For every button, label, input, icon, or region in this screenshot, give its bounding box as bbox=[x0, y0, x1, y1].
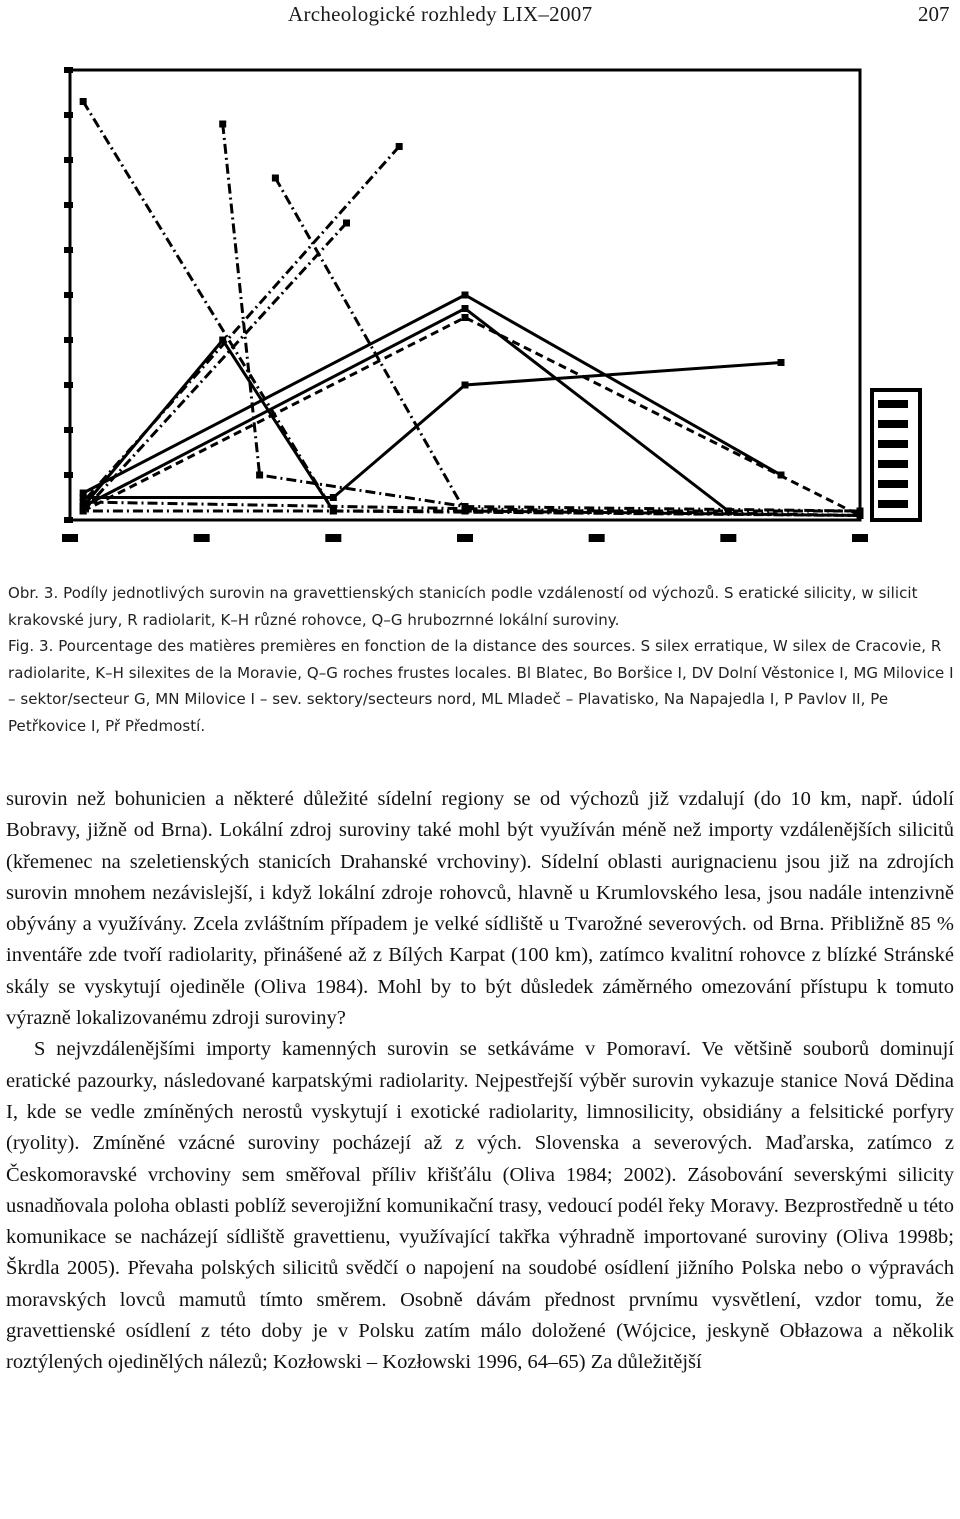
data-point-2-0 bbox=[272, 175, 279, 182]
y-tick-3 bbox=[64, 382, 73, 388]
series-line-9 bbox=[83, 318, 860, 516]
legend-entry-3 bbox=[878, 460, 908, 468]
y-tick-2 bbox=[64, 427, 73, 433]
paragraph-1: surovin než bohunicien a některé důležité sídelní regiony se od výchozů již vzdalují (do 10 km, např. údolí Bobravy, jižně od Brna). Lokální zdroj suroviny také mohl být využíván méně než importy vzdálenějších silicitů (křemenec na szeletienských stanicích Drahanské vrchoviny). Sídelní oblasti aurignacienu jsou již na zdrojích surovin mnohem nezávislejší, i když lokální zdroje rohovců, hlavně u Krumlovského lesa, jsou nadále intenzivně obývány a využívány. Zcela zvláštním případem je velké sídliště u Tvarožné severových. od Brna. Přibližně 85 % inventáře zde tvoří radiolarity, přinášené až z Bílých Karpat (100 km), zatímco kvalitní rohovce z blízké Stránské skály se vyskytují ojediněle (Oliva 1984). Mohl by to být důsledek záměrného omezování přístupu k tomuto výrazně lokalizovanému zdroji suroviny? bbox=[6, 788, 954, 1030]
y-tick-9 bbox=[64, 112, 73, 118]
data-point-7-1 bbox=[330, 494, 337, 501]
data-point-1-1 bbox=[256, 472, 263, 479]
x-tick-4 bbox=[589, 534, 605, 542]
data-point-9-0 bbox=[80, 508, 87, 515]
data-point-1-0 bbox=[219, 121, 226, 128]
series-line-8 bbox=[83, 340, 333, 511]
data-point-6-1 bbox=[462, 305, 469, 312]
journal-title: Archeologické rozhledy LIX–2007 bbox=[288, 2, 593, 26]
x-tick-6 bbox=[852, 534, 868, 542]
x-tick-5 bbox=[720, 534, 736, 542]
legend-entry-0 bbox=[878, 400, 908, 408]
series-line-1 bbox=[223, 124, 860, 511]
legend-entry-2 bbox=[878, 440, 908, 448]
data-point-8-1 bbox=[219, 337, 226, 344]
page-number: 207 bbox=[918, 2, 950, 26]
y-tick-6 bbox=[64, 247, 73, 253]
figure-3 bbox=[60, 60, 940, 565]
y-tick-4 bbox=[64, 337, 73, 343]
x-tick-2 bbox=[325, 534, 341, 542]
y-tick-7 bbox=[64, 202, 73, 208]
paragraph-2: S nejvzdálenějšími importy kamenných surovin se setkáváme v Pomoraví. Ve většině souborů dominují eratické pazourky, následované karpatskými radiolarity. Nejpestřejší výběr surovin vykazuje stanice Nová Dědina I, kde se vedle zmíněných nerostů vyskytují i exotické radiolarity, limnosilicity, obsidiány a felsitické porfyry (ryolity). Zmíněné vzácné suroviny pocházejí až z vých. Slovenska a severových. Maďarska, zatímco z Českomoravské vrchoviny sem směřoval příliv křišťálu (Oliva 1984; 2002). Zásobování severskými silicity usnadňovala poloha oblasti poblíž severojižní komunikační trasy, vedoucí podél řeky Moravy. Bezprostředně u této komunikace se nacházejí sídliště gravettienu, využívající takřka výhradně importované suroviny (Oliva 1998b; Škrdla 2005). Převaha polských silicitů svědčí o napojení na soudobé osídlení jižního Polska nebo o výpravách moravských lovců mamutů tímto směrem. Osobně dávám přednost prvnímu vysvětlení, vzdor tomu, že gravettienské osídlení z této doby je v Polsku zatím málo doložené (Wójcice, jeskyně Obłazowa a několik roztýlených ojedinělých nálezů; Kozłowski – Kozłowski 1996, 64–65) Za důležitější bbox=[6, 1038, 954, 1374]
data-point-3-0 bbox=[396, 143, 403, 150]
y-tick-10 bbox=[64, 67, 73, 73]
y-tick-5 bbox=[64, 292, 73, 298]
y-tick-1 bbox=[64, 472, 73, 478]
caption-french: Fig. 3. Pourcentage des matières premières en fonction de la distance des sources. S silex erratique, W silex de Cracovie, R radiolarite, K–H silexites de la Moravie, Q–G roches frustes locales. Bl Blatec, Bo Boršice I, DV Dolní Věstonice I, MG Milovice I – sektor/secteur G, MN Milovice I – sev. sektory/secteurs nord, ML Mladeč – Plavatisko, Na Napajedla I, P Pavlov II, Pe Petřkovice I, Př Předmostí. bbox=[8, 637, 954, 735]
line-chart bbox=[60, 60, 940, 565]
body-text bbox=[6, 784, 954, 1379]
legend-entry-1 bbox=[878, 420, 908, 428]
x-tick-0 bbox=[62, 534, 78, 542]
data-point-4-0 bbox=[343, 220, 350, 227]
data-point-7-3 bbox=[778, 359, 785, 366]
data-point-5-1 bbox=[462, 292, 469, 299]
data-point-9-2 bbox=[857, 512, 864, 519]
data-point-7-0 bbox=[80, 494, 87, 501]
y-tick-0 bbox=[64, 517, 73, 523]
x-tick-3 bbox=[457, 534, 473, 542]
legend-entry-4 bbox=[878, 480, 908, 488]
caption-czech: Obr. 3. Podíly jednotlivých surovin na gravettienských stanicích podle vzdáleností od výchozů. S eratické silicity, w silicit krakovské jury, R radiolarit, K–H různé rohovce, Q–G hrubozrnné lokální suroviny. bbox=[8, 584, 918, 629]
data-point-7-2 bbox=[462, 382, 469, 389]
data-point-6-2 bbox=[725, 508, 732, 515]
data-point-9-1 bbox=[462, 314, 469, 321]
x-tick-1 bbox=[194, 534, 210, 542]
y-tick-8 bbox=[64, 157, 73, 163]
data-point-8-2 bbox=[330, 508, 337, 515]
figure-caption bbox=[8, 580, 956, 739]
page-header bbox=[0, 0, 960, 30]
data-point-0-0 bbox=[80, 98, 87, 105]
series-line-3 bbox=[83, 147, 860, 516]
legend-entry-5 bbox=[878, 500, 908, 508]
